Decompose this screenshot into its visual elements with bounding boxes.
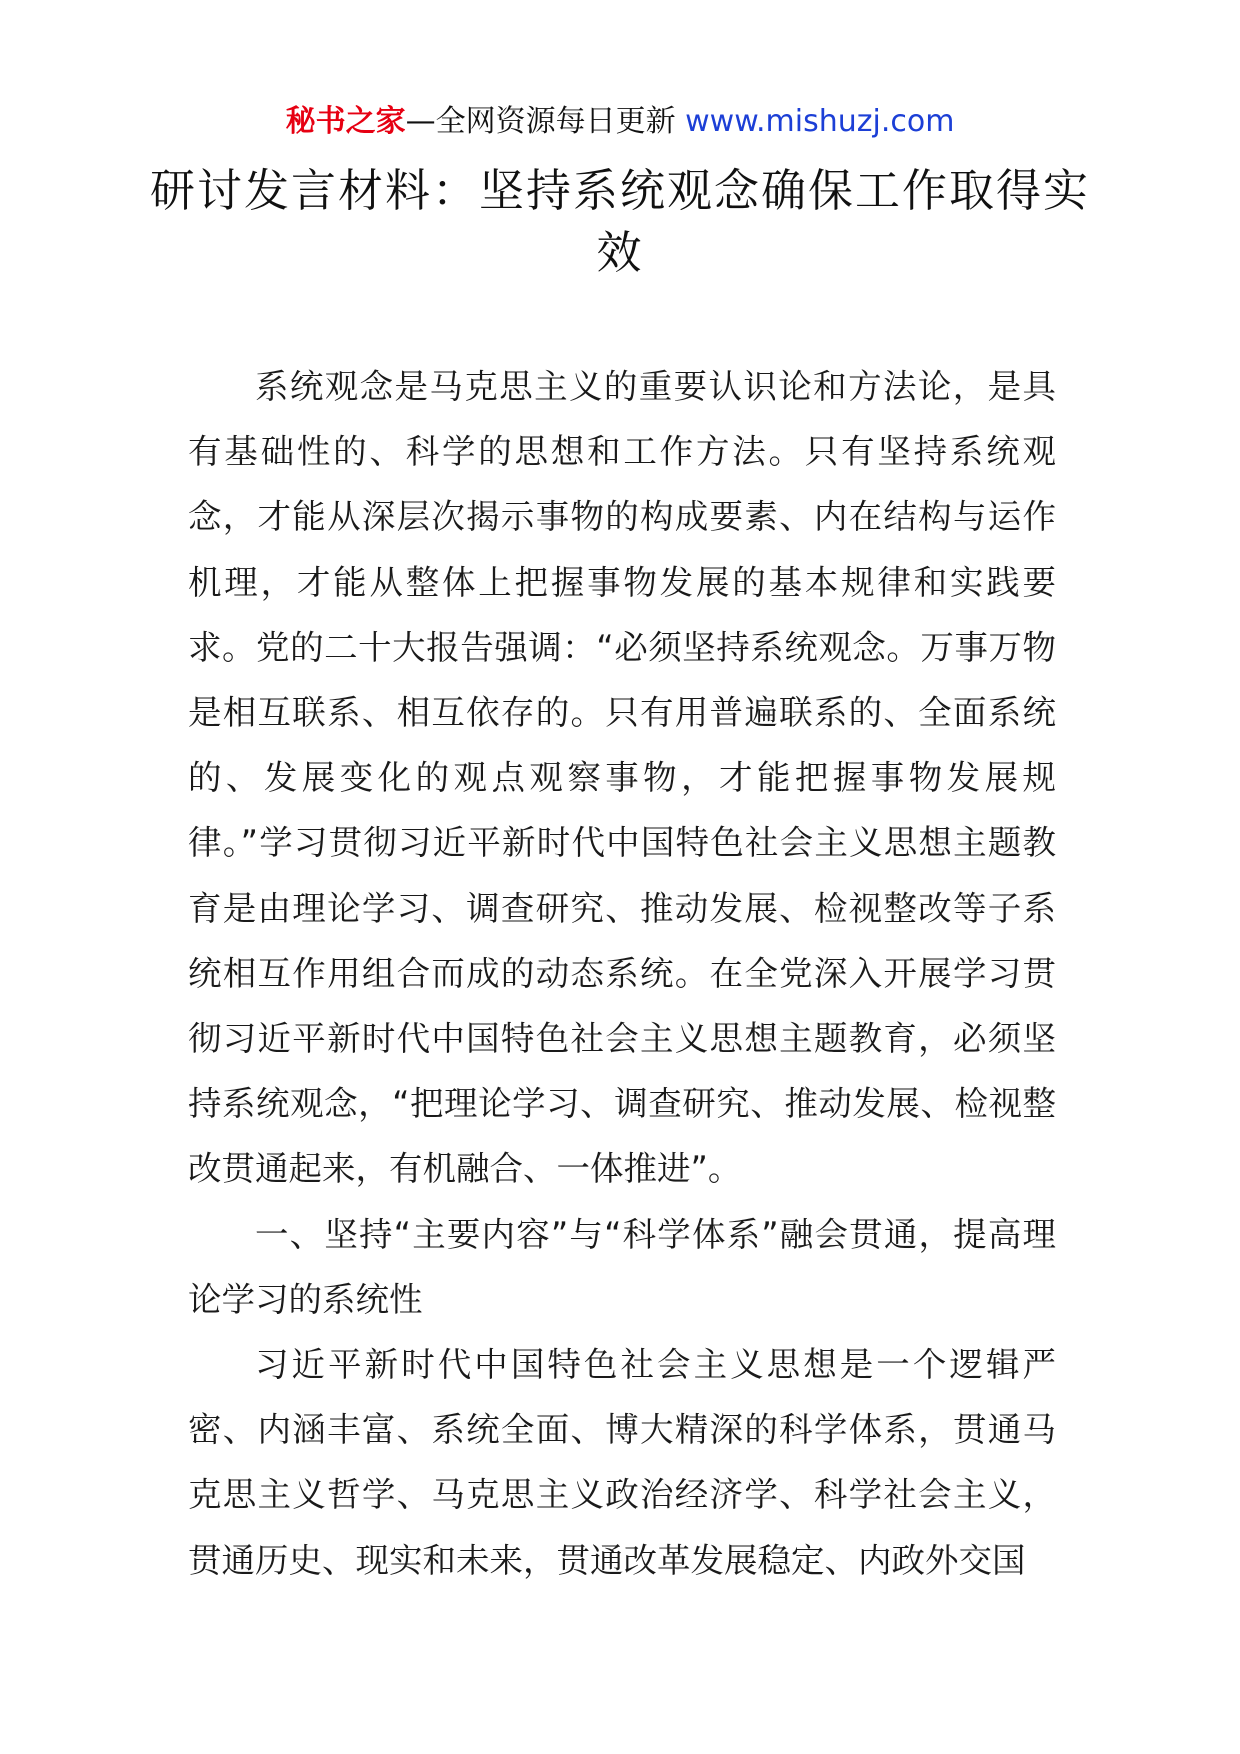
- brand-name: 秘书之家: [285, 104, 406, 139]
- section-1-paragraph: 习近平新时代中国特色社会主义思想是一个逻辑严密、内涵丰富、系统全面、博大精深的科学体系，贯通马克思主义哲学、马克思主义政治经济学、科学社会主义，贯通历史、现实和未来，贯通改革发展稳定、内政外交国: [188, 1345, 1056, 1580]
- site-url-link[interactable]: www.mishuzj.com: [685, 104, 955, 139]
- intro-paragraph: 系统观念是马克思主义的重要认识论和方法论，是具有基础性的、科学的思想和工作方法。只有坚持系统观念，才能从深层次揭示事物的构成要素、内在结构与运作机理，才能从整体上把握事物发展的基本规律和实践要求。党的二十大报告强调：“必须坚持系统观念。万事万物是相互联系、相互依存的。只有用普遍联系的、全面系统的、发展变化的观点观察事物，才能把握事物发展规律。”学习贯彻习近平新时代中国特色社会主义思想主题教育是由理论学习、调查研究、推动发展、检视整改等子系统相互作用组合而成的动态系统。在全党深入开展学习贯彻习近平新时代中国特色社会主义思想主题教育，必须坚持系统观念，“把理论学习、调查研究、推动发展、检视整改贯通起来，有机融合、一体推进”。: [188, 367, 1056, 1189]
- document-body: [188, 354, 1056, 1593]
- document-title: 研讨发言材料：坚持系统观念确保工作取得实效: [150, 164, 1091, 279]
- header-tagline: —全网资源每日更新: [405, 104, 676, 139]
- section-heading-1: 一、坚持“主要内容”与“科学体系”融会贯通，提高理论学习的系统性: [188, 1214, 1056, 1319]
- watermark-header: [0, 100, 1240, 144]
